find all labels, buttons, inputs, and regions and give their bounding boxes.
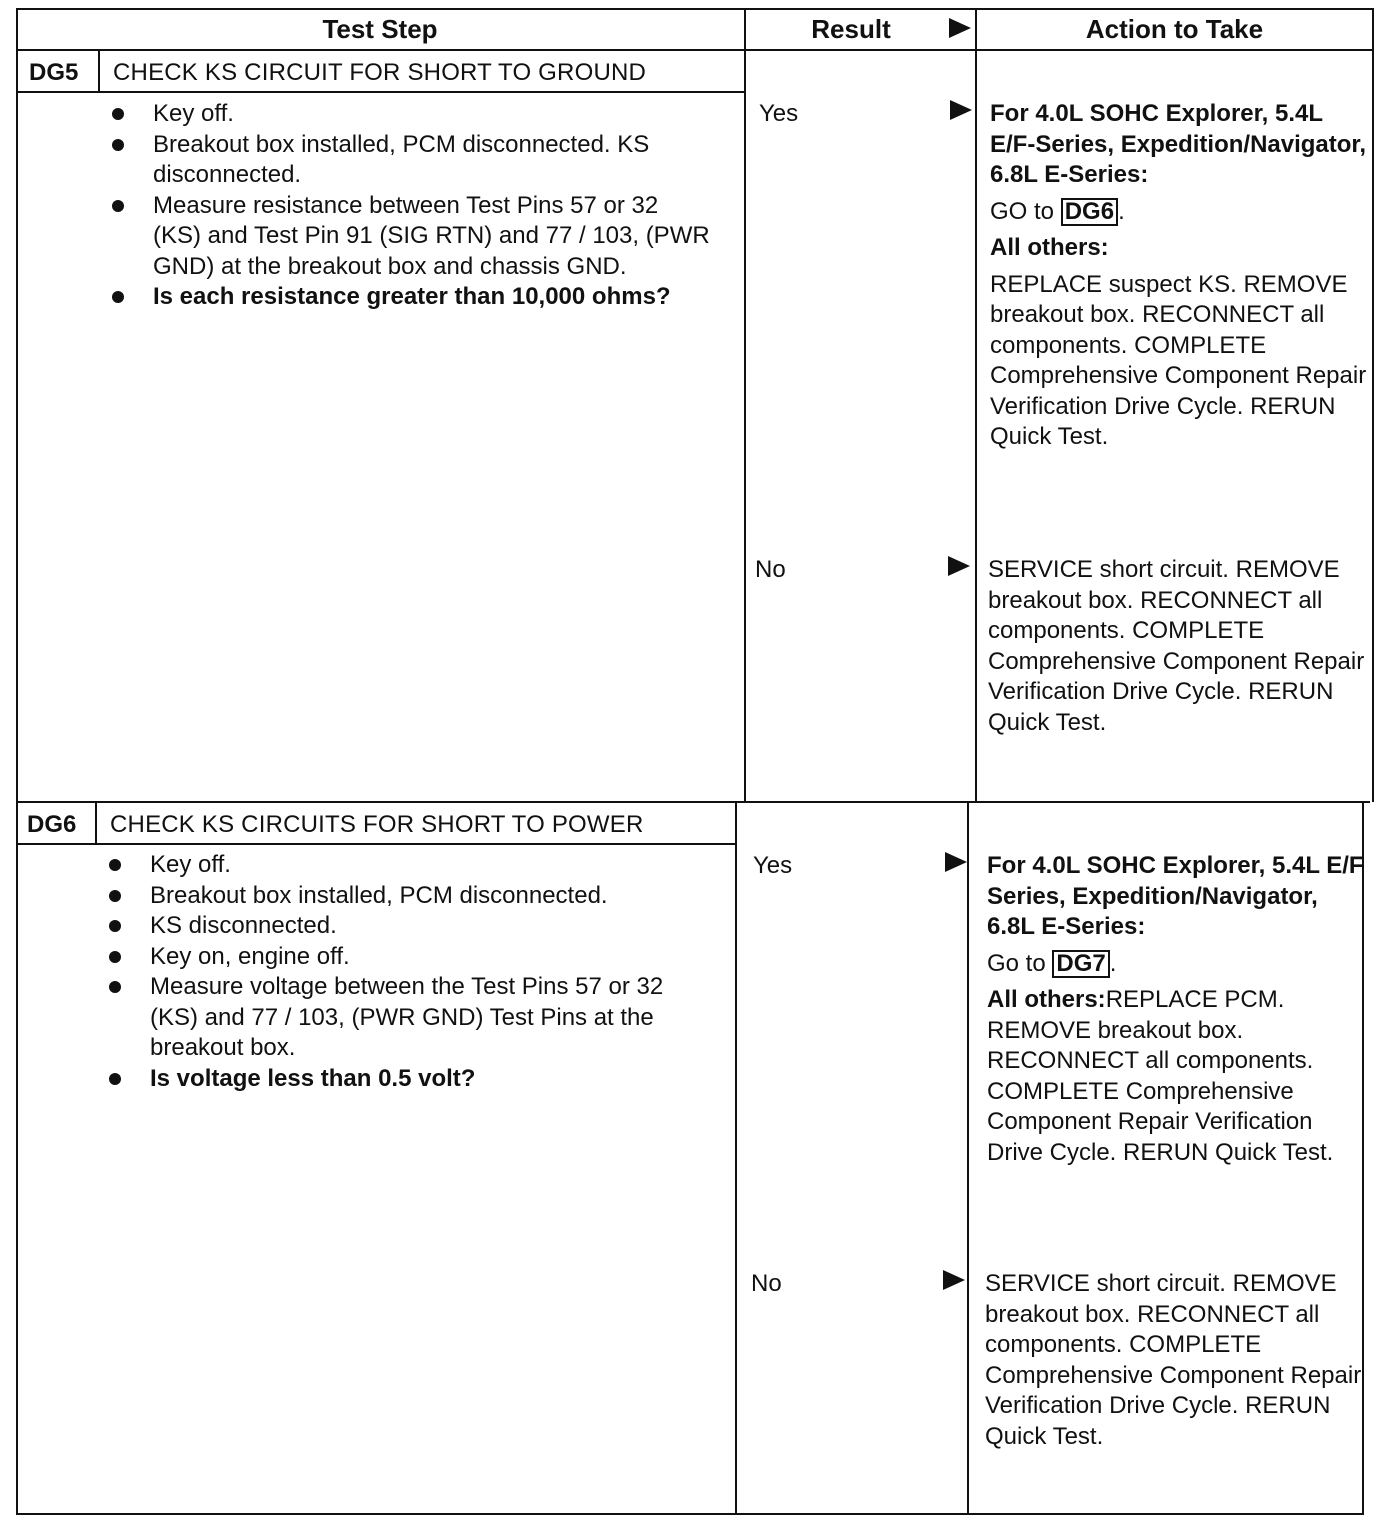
step-bullets	[112, 99, 712, 313]
bullet-item	[112, 191, 712, 283]
result-yes: Yes	[753, 852, 793, 879]
goto-ref-link[interactable]: DG7	[1052, 950, 1109, 978]
action-no: SERVICE short circuit. REMOVE breakout box. RECONNECT all components. COMPLETE Comprehensive Component Repair Verification Drive Cycle. RERUN Quick Test.	[988, 556, 1365, 736]
yes-arrow-icon	[945, 852, 967, 872]
step-result-divider-upper	[744, 8, 746, 802]
header-bottom-border	[16, 49, 1374, 51]
step-id: DG6	[27, 811, 77, 838]
bullet-item	[109, 972, 709, 1064]
bullet-text: Key on, engine off.	[150, 942, 350, 970]
step-id: DG5	[29, 59, 79, 86]
bullet-item	[109, 942, 709, 973]
bullet-item	[112, 130, 712, 191]
goto-ref-link[interactable]: DG6	[1061, 198, 1118, 226]
no-arrow-icon	[948, 556, 970, 576]
goto-line: GO to DG6 .	[990, 197, 1125, 225]
bullet-text: KS disconnected.	[150, 912, 337, 939]
bullet-text: Is each resistance greater than 10,000 ohms?	[153, 283, 671, 310]
bullet-icon	[109, 890, 121, 902]
id-column-divider-dg5	[98, 49, 100, 92]
goto-prefix: Go to	[987, 949, 1046, 977]
bullet-icon	[112, 108, 124, 120]
header-action: Action to Take	[1085, 14, 1264, 44]
yes-arrow-icon	[950, 100, 972, 120]
action-yes	[990, 99, 1370, 453]
table-right-border-upper	[1372, 8, 1374, 802]
others-text: REPLACE PCM. REMOVE breakout box. RECONNECT all components. COMPLETE Comprehensive Component Repair Verification Drive Cycle. RERUN Quick Test.	[987, 986, 1334, 1166]
table-top-border	[16, 8, 1374, 10]
result-action-divider-lower	[967, 801, 969, 1514]
bullet-icon	[112, 139, 124, 151]
bullet-item-question	[109, 1064, 709, 1095]
others-text: REPLACE suspect KS. REMOVE breakout box. RECONNECT all components. COMPLETE Comprehensive Component Repair Verification Drive Cycle. RERUN Quick Test.	[990, 270, 1367, 450]
bullet-item-question	[112, 282, 712, 313]
bullet-text: Measure voltage between the Test Pins 57 or 32 (KS) and 77 / 103, (PWR GND) Test Pins at the breakout box.	[150, 973, 664, 1061]
result-yes: Yes	[759, 100, 799, 127]
table-left-border	[16, 8, 18, 1514]
bullet-icon	[112, 200, 124, 212]
header-test-step: Test Step	[322, 14, 438, 44]
table-bottom-border	[16, 1513, 1364, 1515]
bullet-item	[109, 850, 709, 881]
bullet-icon	[109, 1073, 121, 1085]
bullet-text: Breakout box installed, PCM disconnected.	[150, 881, 608, 909]
action-condition: For 4.0L SOHC Explorer, 5.4L E/F-Series, Expedition/Navigator, 6.8L E-Series:	[990, 100, 1367, 188]
section-divider	[16, 801, 1370, 803]
others-label: All others:	[990, 234, 1109, 261]
no-arrow-icon	[943, 1270, 965, 1290]
bullet-icon	[109, 981, 121, 993]
step-result-divider-lower	[735, 801, 737, 1514]
bullet-icon	[109, 859, 121, 871]
action-no: SERVICE short circuit. REMOVE breakout box. RECONNECT all components. COMPLETE Comprehensive Component Repair Verification Drive Cycle. RERUN Quick Test.	[985, 1270, 1362, 1450]
action-yes	[987, 851, 1367, 1168]
header-arrow-icon	[949, 18, 971, 38]
bullet-icon	[109, 951, 121, 963]
others-label: All others:	[987, 986, 1106, 1013]
bullet-text: Breakout box installed, PCM disconnected. KS disconnected.	[153, 130, 650, 188]
id-column-divider-dg6	[95, 801, 97, 844]
bullet-text: Key off.	[150, 851, 231, 878]
goto-prefix: GO to	[990, 197, 1055, 225]
result-no: No	[751, 1270, 782, 1297]
bullet-text: Measure resistance between Test Pins 57 or 32 (KS) and Test Pin 91 (SIG RTN) and 77 / 103, (PWR GND) at the breakout box and chassis GND.	[153, 191, 710, 280]
result-no: No	[755, 556, 786, 583]
bullet-item	[112, 99, 712, 130]
bullet-icon	[109, 920, 121, 932]
bullet-text: Key off.	[153, 100, 234, 127]
bullet-text: Is voltage less than 0.5 volt?	[150, 1064, 476, 1092]
step-title: CHECK KS CIRCUIT FOR SHORT TO GROUND	[113, 59, 647, 86]
action-condition: For 4.0L SOHC Explorer, 5.4L E/F Series, Expedition/Navigator, 6.8L E-Series:	[987, 852, 1364, 940]
dg5-title-underline	[16, 91, 745, 93]
result-action-divider-upper	[975, 8, 977, 802]
goto-line: Go to DG7 .	[987, 949, 1117, 977]
dg6-title-underline	[16, 843, 736, 845]
bullet-item	[109, 911, 709, 942]
header-result: Result	[811, 14, 891, 44]
bullet-item	[109, 881, 709, 912]
bullet-icon	[112, 291, 124, 303]
step-title: CHECK KS CIRCUITS FOR SHORT TO POWER	[110, 811, 644, 838]
step-bullets	[109, 850, 709, 1094]
others-block	[987, 985, 1367, 1168]
